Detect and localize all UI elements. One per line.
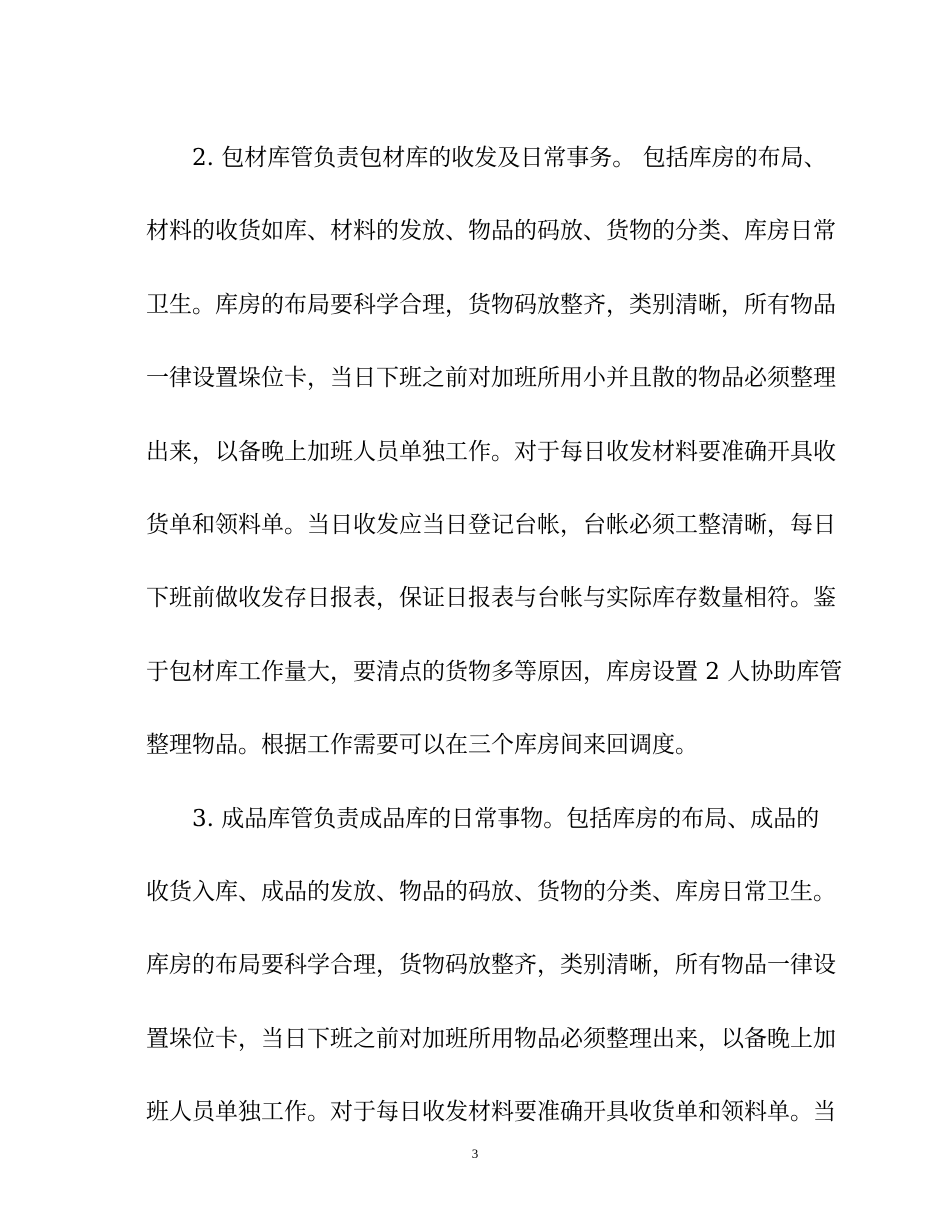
paragraph-3-line-3: 库房的布局要科学合理，货物码放整齐，类别清晰，所有物品一律设 [146,952,836,979]
paragraph-2-line-1: 2. 包材库管负责包材库的收发及日常事务。 包括库房的布局、 [192,145,827,171]
paragraph-2-line-9: 整理物品。根据工作需要可以在三个库房间来回调度。 [146,732,698,759]
paragraph-3-line-5: 班人员单独工作。对于每日收发材料要准确开具收货单和领料单。当 [146,1099,836,1126]
page-number: 3 [471,1146,479,1161]
paragraph-3-line-1: 3. 成品库管负责成品库的日常事物。包括库房的布局、成品的 [192,805,820,832]
paragraph-2-line-5: 出来，以备晚上加班人员单独工作。对于每日收发材料要准确开具收 [146,438,836,465]
paragraph-3-line-2: 收货入库、成品的发放、物品的码放、货物的分类、库房日常卫生。 [146,878,836,905]
paragraph-2-line-6: 货单和领料单。当日收发应当日登记台帐，台帐必须工整清晰，每日 [146,511,836,538]
paragraph-2-line-4: 一律设置垛位卡，当日下班之前对加班所用小并且散的物品必须整理 [146,365,836,392]
paragraph-3-line-4: 置垛位卡，当日下班之前对加班所用物品必须整理出来，以备晚上加 [146,1025,836,1052]
body-text [146,122,843,1149]
paragraph-2-line-7: 下班前做收发存日报表，保证日报表与台帐与实际库存数量相符。鉴 [146,585,836,612]
paragraph-2-line-8: 于包材库工作量大，要清点的货物多等原因，库房设置 2 人协助库管 [146,658,843,685]
paragraph-2-line-2: 材料的收货如库、材料的发放、物品的码放、货物的分类、库房日常 [146,218,836,245]
paragraph-2-line-3: 卫生。库房的布局要科学合理，货物码放整齐，类别清晰，所有物品 [146,291,836,318]
